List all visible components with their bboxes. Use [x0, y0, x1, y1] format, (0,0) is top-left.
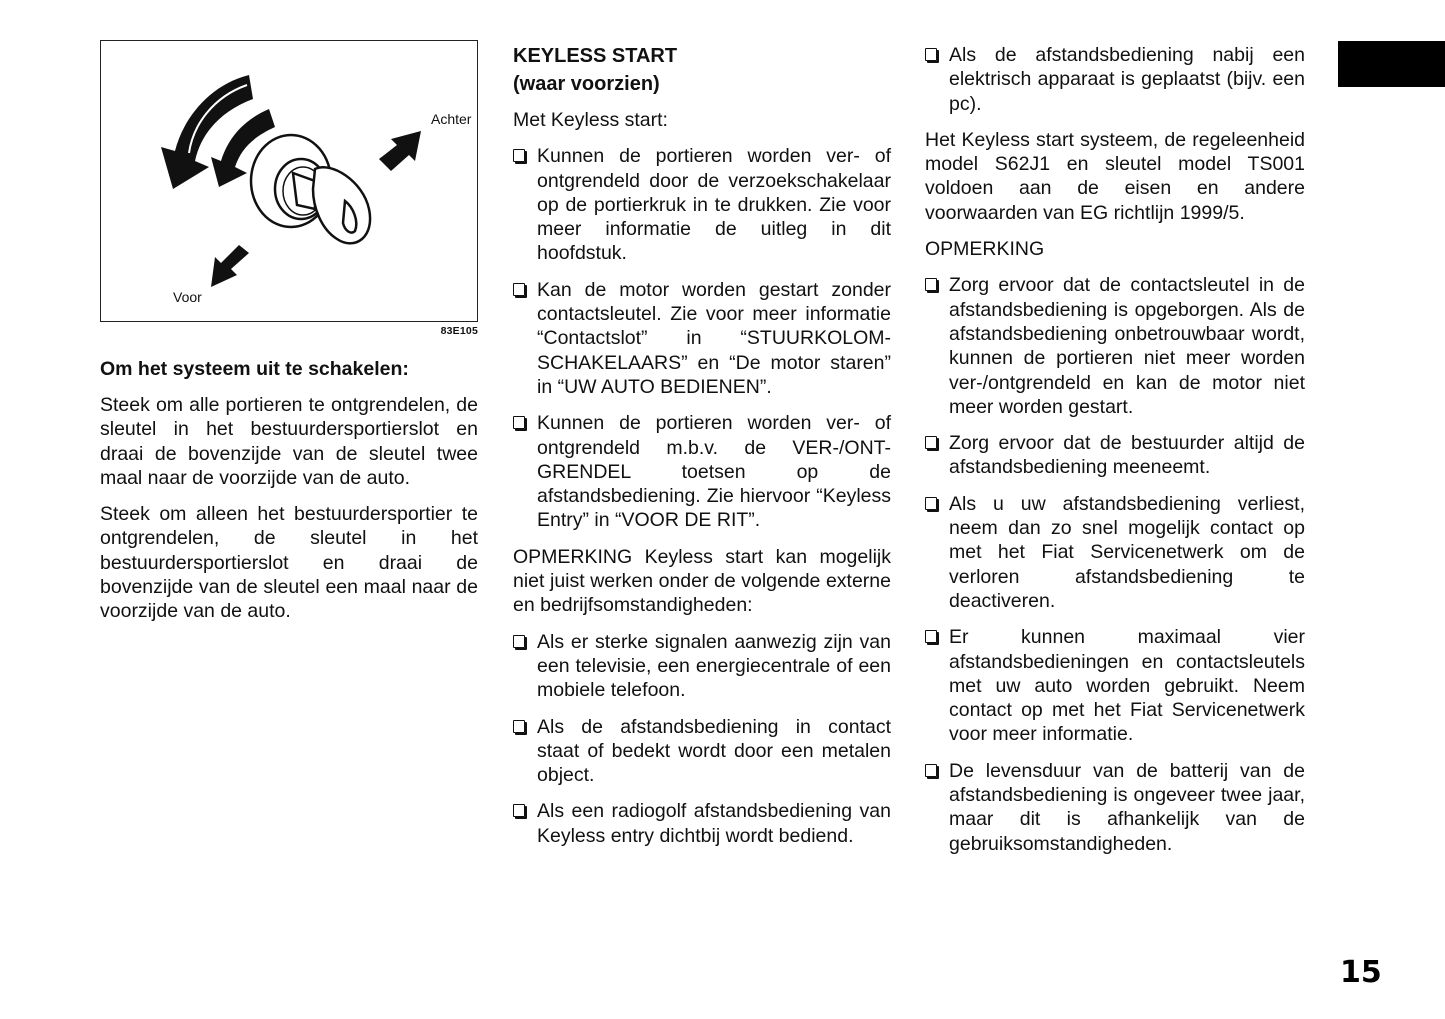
- checkbox-bullet-icon: [513, 283, 525, 296]
- checkbox-bullet-icon: [513, 804, 525, 817]
- checkbox-bullet-icon: [925, 278, 937, 291]
- list-item: Kunnen de portieren worden ver- of ontgrendeld m.b.v. de VER-/ONT-GRENDEL toetsen op de afstandsbediening. Zie hiervoor “Keyless Entry” in “VOOR DE RIT”.: [513, 411, 891, 532]
- list-item: Er kunnen maximaal vier afstandsbedieningen en contactsleutels met uw auto worden gebruikt. Neem contact op met het Fiat Servicenetwerk voor meer informatie.: [925, 625, 1305, 746]
- list-item: Kunnen de portieren worden ver- of ontgrendeld door de verzoekschakelaar op de portierkruk in te drukken. Zie voor meer informatie de uitleg in dit hoofdstuk.: [513, 144, 891, 265]
- note-heading: OPMERKING: [925, 238, 1045, 261]
- list-item: Als de afstandsbediening nabij een elektrisch apparaat is geplaatst (bijv. een pc).: [925, 43, 1305, 116]
- label-rear: Achter: [431, 111, 472, 127]
- list-item: Als de afstandsbediening in contact staat of bedekt wordt door een metalen object.: [513, 715, 891, 788]
- column-3: [925, 43, 1305, 868]
- list-item: De levensduur van de batterij van de afstandsbediening is ongeveer twee jaar, maar dit is afhankelijk van de gebruiksomstandigheden.: [925, 759, 1305, 856]
- key-turn-illustration: [100, 40, 478, 322]
- list-item: Als een radiogolf afstandsbediening van Keyless entry dichtbij wordt bediend.: [513, 799, 891, 848]
- section-heading: Om het systeem uit te schakelen:: [100, 358, 409, 380]
- list-item: Zorg ervoor dat de bestuurder altijd de afstandsbediening meeneemt.: [925, 431, 1305, 480]
- note-text: OPMERKING Keyless start kan mogelijk niet juist werken onder de volgende externe en bedrijfsomstandigheden:: [513, 545, 891, 617]
- figure-code: 83E105: [440, 325, 478, 337]
- key-lock-diagram-icon: [101, 41, 477, 321]
- chapter-tab-marker: [1338, 41, 1445, 87]
- list-item: Als u uw afstandsbediening verliest, neem dan zo snel mogelijk contact op met het Fiat Servicenetwerk om de verloren afstandsbediening te deactiveren.: [925, 492, 1305, 613]
- intro-text: Met Keyless start:: [513, 109, 668, 131]
- list-item: Zorg ervoor dat de contactsleutel in de afstandsbediening is opgeborgen. Als de afstandsbediening onbetrouwbaar wordt, kunnen de portieren niet meer worden ver-/ontgrendeld en kan de motor niet meer worden gestart.: [925, 273, 1305, 419]
- compliance-text: Het Keyless start systeem, de regeleenheid model S62J1 en sleutel model TS001 voldoen aan de eisen en andere voorwaarden van EG richtlijn 1999/5.: [925, 128, 1305, 224]
- checkbox-bullet-icon: [925, 764, 937, 777]
- section-title: KEYLESS START: [513, 45, 678, 67]
- checkbox-bullet-icon: [513, 149, 525, 162]
- checkbox-bullet-icon: [513, 635, 525, 648]
- column-2: [513, 42, 891, 860]
- checkbox-bullet-icon: [925, 497, 937, 510]
- checkbox-bullet-icon: [925, 630, 937, 643]
- checkbox-bullet-icon: [925, 436, 937, 449]
- column-1: [100, 40, 478, 636]
- label-front: Voor: [173, 289, 202, 305]
- page-number: 15: [1340, 955, 1382, 990]
- checkbox-bullet-icon: [513, 416, 525, 429]
- section-subtitle: (waar voorzien): [513, 73, 660, 95]
- paragraph: Steek om alleen het bestuurdersportier te ontgrendelen, de sleutel in het bestuurdersportierslot en draai de bovenzijde van de sleutel een maal naar de voorzijde van de auto.: [100, 503, 478, 623]
- checkbox-bullet-icon: [513, 720, 525, 733]
- checkbox-bullet-icon: [925, 48, 937, 61]
- paragraph: Steek om alle portieren te ontgrendelen, de sleutel in het bestuurdersportierslot en draai de bovenzijde van de sleutel twee maal naar de voorzijde van de auto.: [100, 394, 478, 489]
- list-item: Als er sterke signalen aanwezig zijn van een televisie, een energiecentrale of een mobiele telefoon.: [513, 630, 891, 703]
- list-item: Kan de motor worden gestart zonder contactsleutel. Zie voor meer informatie “Contactslot” in “STUURKOLOM-SCHAKELAARS” en “De motor staren” in “UW AUTO BEDIENEN”.: [513, 278, 891, 399]
